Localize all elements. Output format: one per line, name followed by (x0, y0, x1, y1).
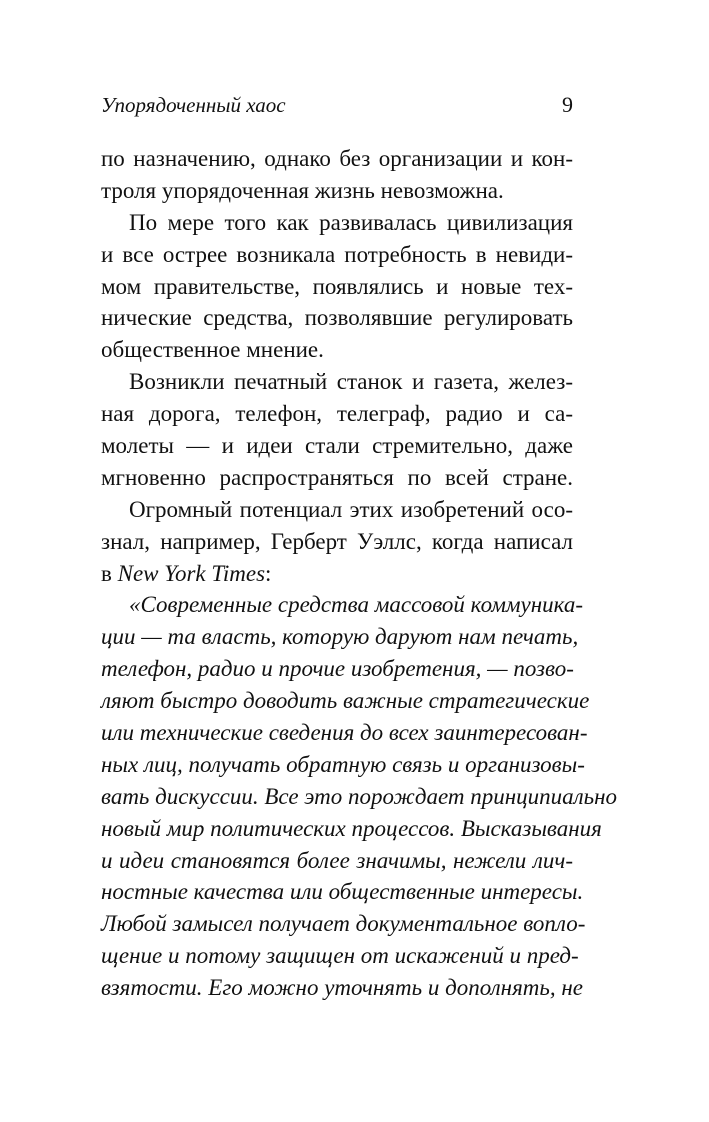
text-line: знал, например, Герберт Уэллс, когда написал (101, 528, 573, 554)
quote-line: Любой замысел получает документальное вопло- (101, 911, 586, 937)
quote-line: телефон, радио и прочие изобретения, — позво- (101, 656, 574, 682)
text-line: мом правительстве, появлялись и новые тех- (101, 273, 573, 299)
quote-line: ляют быстро доводить важные стратегические (101, 688, 590, 714)
text-fragment: : (265, 560, 272, 586)
quote-line: новый мир политических процессов. Высказывания (101, 815, 602, 841)
quote-line: взятости. Его можно уточнять и дополнять, не (101, 975, 583, 1001)
newspaper-title: New York Times (117, 560, 266, 586)
running-title: Упорядоченный хаос (101, 93, 286, 117)
text-line: нические средства, позволявшие регулировать (101, 305, 573, 331)
running-head (101, 90, 573, 120)
text-line: Возникли печатный станок и газета, желез- (129, 369, 573, 395)
text-line-mixed (101, 558, 573, 590)
body-text (101, 143, 618, 1004)
text-line: мгновенно распространяться по всей стране. (101, 464, 573, 490)
quote-line: ных лиц, получать обратную связь и организовы- (101, 751, 585, 777)
quote-line: и идеи становятся более значимы, нежели лич- (101, 847, 573, 873)
text-line: и все острее возникала потребность в невиди- (101, 241, 573, 267)
quote-line: ностные качества или общественные интересы. (101, 879, 584, 905)
text-fragment: в (101, 560, 118, 586)
text-line: общественное мнение. (101, 337, 324, 363)
text-line: ная дорога, телефон, телеграф, радио и са- (101, 401, 573, 427)
text-line: по назначению, однако без организации и кон- (101, 146, 573, 171)
quote-line: или технические сведения до всех заинтересован- (101, 720, 588, 746)
page-number: 9 (562, 92, 573, 117)
text-line: молеты — и идеи стали стремительно, даже (101, 433, 573, 459)
text-line: троля упорядоченная жизнь невозможна. (101, 177, 504, 203)
quote-line: вать дискуссии. Все это порождает принципиально (101, 783, 618, 809)
text-line: По мере того как развивалась цивилизация (129, 209, 573, 235)
quote-line: ции — та власть, которую даруют нам печать, (101, 624, 579, 650)
quote-line: щение и потому защищен от искажений и пред- (101, 943, 579, 969)
text-line: Огромный потенциал этих изобретений осо- (129, 496, 573, 522)
quote-line: «Современные средства массовой коммуника- (129, 592, 584, 618)
